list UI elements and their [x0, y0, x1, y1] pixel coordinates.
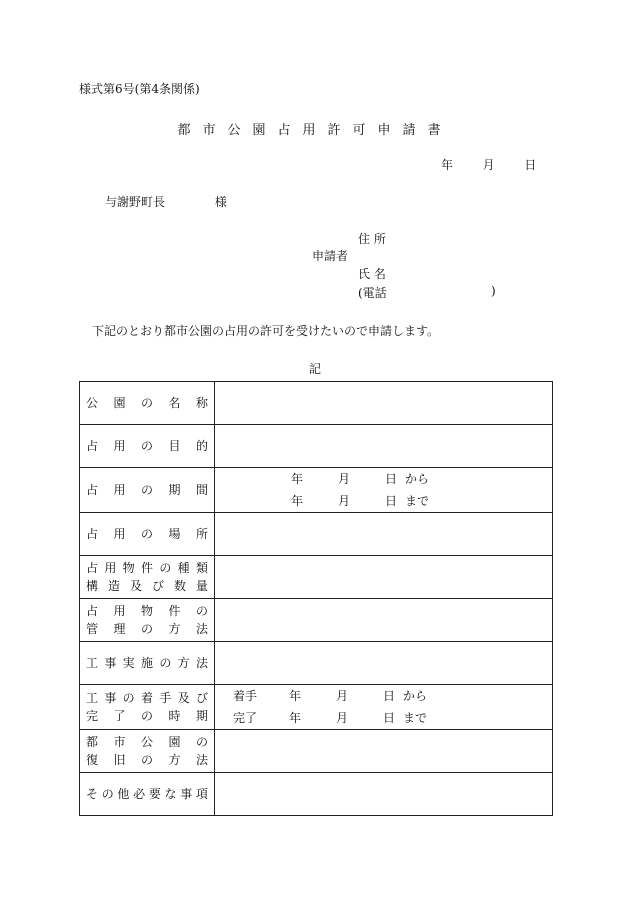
- date-part-pre: 完了: [233, 711, 258, 725]
- date-part-y: 年: [289, 689, 302, 703]
- row-value[interactable]: [215, 425, 553, 468]
- date-part-y: 年: [291, 472, 304, 486]
- addressee-name: 与謝野町長: [105, 195, 166, 209]
- row-label-line: 都 市 公 園 の: [86, 735, 208, 749]
- date-range-line: [215, 468, 552, 490]
- date-part-s: から: [403, 689, 428, 703]
- addressee-honorific: 様: [214, 195, 227, 209]
- row-label: [80, 685, 215, 730]
- row-label-line: 占 用 物 件 の 種 類: [86, 561, 208, 575]
- date-month: 月: [482, 158, 495, 172]
- row-label-line: 復 旧 の 方 法: [86, 753, 208, 767]
- row-value[interactable]: [215, 556, 553, 599]
- row-label-line: 工 事 の 着 手 及 び: [86, 691, 208, 705]
- date-part-m: 月: [336, 689, 349, 703]
- row-value[interactable]: [215, 642, 553, 685]
- row-label-line: 工 事 実 施 の 方 法: [86, 656, 208, 670]
- date-day: 日: [524, 158, 537, 172]
- row-label-line: 構 造 及 び 数 量: [86, 579, 208, 593]
- row-label: [80, 382, 215, 425]
- row-label-line: 占 用 の 目 的: [86, 439, 208, 453]
- row-label-line: 占 用 物 件 の: [86, 604, 208, 618]
- date-range-line: [215, 707, 552, 729]
- date-part-y: 年: [291, 494, 304, 508]
- row-label: [80, 556, 215, 599]
- date-part-pre: 着手: [233, 689, 258, 703]
- table-row: [80, 382, 553, 425]
- row-label: [80, 599, 215, 642]
- row-label: [80, 513, 215, 556]
- row-value[interactable]: [215, 730, 553, 773]
- date-year: 年: [441, 158, 454, 172]
- table-row: [80, 425, 553, 468]
- row-label-line: そ の 他 必 要 な 事 項: [86, 787, 208, 801]
- row-label-line: 完 了 の 時 期: [86, 709, 208, 723]
- table-row: [80, 556, 553, 599]
- date-part-pad: [215, 490, 291, 512]
- date-part-m: 月: [338, 494, 351, 508]
- ki-heading: 記: [308, 362, 321, 376]
- applicant-label: 申請者: [312, 249, 349, 263]
- application-table: [79, 381, 553, 816]
- row-value[interactable]: [215, 773, 553, 816]
- row-label: [80, 773, 215, 816]
- phone-open: (電話: [358, 286, 387, 300]
- row-label: [80, 425, 215, 468]
- address-label: 住 所: [358, 232, 386, 246]
- row-value[interactable]: [215, 513, 553, 556]
- row-label-line: 占 用 の 場 所: [86, 527, 208, 541]
- date-part-d: 日: [383, 689, 396, 703]
- date-part-pad: [215, 468, 291, 490]
- table-row: [80, 773, 553, 816]
- date-range-line: [215, 685, 552, 707]
- table-row: [80, 599, 553, 642]
- row-label: [80, 730, 215, 773]
- page-title: 都市公園占用許可申請書: [177, 123, 453, 138]
- table-row: [80, 730, 553, 773]
- table-row: [80, 642, 553, 685]
- date-part-s: まで: [403, 711, 428, 725]
- date-part-y: 年: [289, 711, 302, 725]
- addressee: [105, 193, 227, 210]
- intro-text: 下記のとおり都市公園の占用の許可を受けたいので申請します。: [92, 324, 440, 338]
- name-label: 氏 名: [358, 267, 386, 281]
- date-line: [441, 156, 536, 173]
- row-label: [80, 468, 215, 513]
- table-row: [80, 513, 553, 556]
- date-part-d: 日: [385, 472, 398, 486]
- row-label-line: 管 理 の 方 法: [86, 622, 208, 636]
- date-part-d: 日: [383, 711, 396, 725]
- date-range-line: [215, 490, 552, 512]
- row-label: [80, 642, 215, 685]
- row-value[interactable]: [215, 599, 553, 642]
- row-value[interactable]: [215, 685, 553, 730]
- date-part-d: 日: [385, 494, 398, 508]
- row-value[interactable]: [215, 382, 553, 425]
- row-label-line: 占 用 の 期 間: [86, 483, 208, 497]
- table-row: [80, 685, 553, 730]
- phone-close: ): [491, 284, 496, 298]
- form-number: 様式第6号(第4条関係): [79, 82, 200, 96]
- date-part-m: 月: [336, 711, 349, 725]
- row-value[interactable]: [215, 468, 553, 513]
- date-part-s: まで: [405, 494, 430, 508]
- table-row: [80, 468, 553, 513]
- date-part-m: 月: [338, 472, 351, 486]
- date-part-s: から: [405, 472, 430, 486]
- row-label-line: 公 園 の 名 称: [86, 396, 208, 410]
